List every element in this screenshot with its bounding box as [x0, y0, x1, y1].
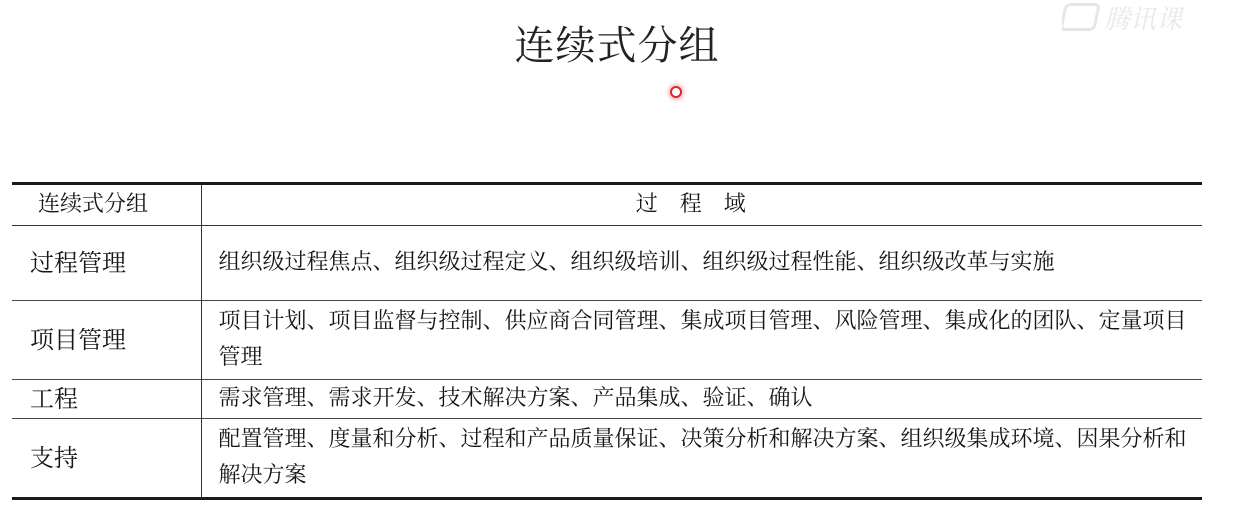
process-area-table	[12, 182, 1202, 500]
table-row	[12, 301, 1202, 380]
table-row	[12, 380, 1202, 419]
row-process-areas: 项目计划、项目监督与控制、供应商合同管理、集成项目管理、风险管理、集成化的团队、定量项目管理	[218, 309, 1187, 370]
table-row	[12, 226, 1202, 301]
row-category: 工程	[12, 380, 201, 419]
row-process-areas: 组织级过程焦点、组织级过程定义、组织级培训、组织级过程性能、组织级改革与实施	[218, 250, 1055, 275]
row-category: 支持	[12, 419, 201, 499]
row-category: 过程管理	[12, 226, 201, 301]
header-group: 连续式分组	[12, 184, 201, 226]
slide-title: 连续式分组	[514, 23, 720, 69]
pointer-icon	[670, 86, 682, 98]
header-process-area: 过程域	[201, 184, 1202, 226]
table-header-row	[12, 184, 1202, 226]
row-category: 项目管理	[12, 301, 201, 380]
row-process-areas: 配置管理、度量和分析、过程和产品质量保证、决策分析和解决方案、组织级集成环境、因果分析和解决方案	[218, 427, 1187, 488]
row-process-areas: 需求管理、需求开发、技术解决方案、产品集成、验证、确认	[218, 386, 813, 411]
watermark-text: 腾讯课	[1104, 4, 1183, 34]
table-row	[12, 419, 1202, 499]
